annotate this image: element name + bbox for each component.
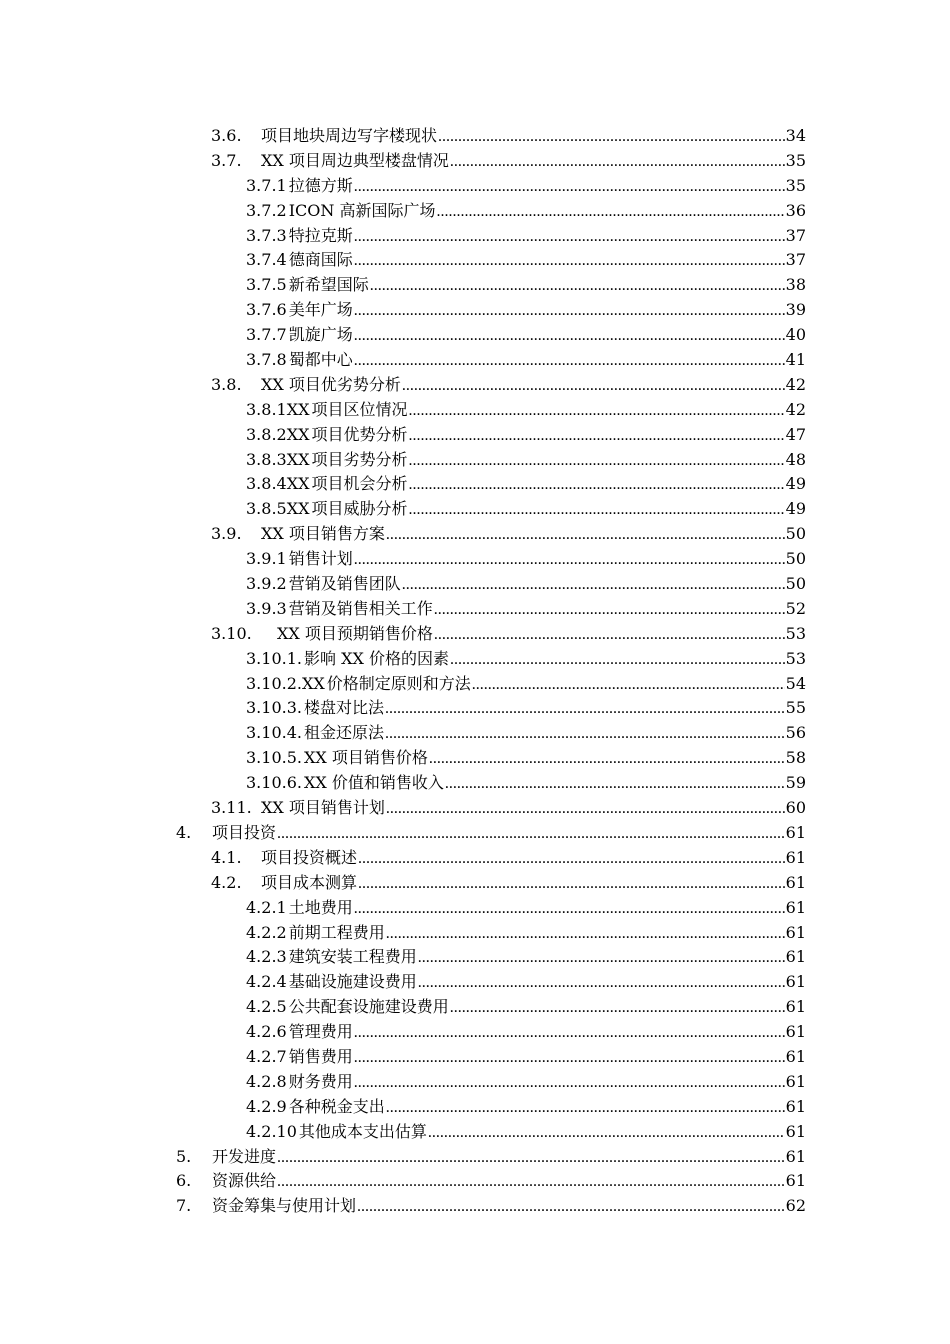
toc-dot-leader <box>445 772 785 796</box>
toc-entry[interactable] <box>0 871 950 896</box>
toc-entry-title: ICON 高新国际广场 <box>288 200 436 220</box>
toc-entry-number: 3.10.3. <box>246 698 302 718</box>
toc-entry[interactable] <box>0 821 950 846</box>
toc-entry-page-number: 61 <box>785 997 806 1017</box>
toc-entry-line <box>246 273 806 298</box>
toc-entry-line <box>246 696 806 721</box>
toc-entry-number: 3.8.1XX <box>246 399 310 419</box>
toc-entry-page-number: 38 <box>785 275 806 295</box>
toc-entry[interactable] <box>0 995 950 1020</box>
toc-entry-title: 资金筹集与使用计划 <box>212 1196 357 1216</box>
toc-dot-leader <box>354 548 785 572</box>
toc-entry-number: 4.1. <box>211 847 242 867</box>
toc-entry-line <box>246 472 806 497</box>
toc-entry-line <box>246 597 806 622</box>
toc-entry-title: 建筑安装工程费用 <box>288 947 417 967</box>
toc-entry-line <box>246 547 806 572</box>
toc-entry-title: 项目劣势分析 <box>311 449 408 469</box>
toc-entry-number: 3.10.2.XX <box>246 673 325 693</box>
toc-entry-number: 4.2.10 <box>246 1121 297 1141</box>
toc-entry-title: 管理费用 <box>288 1022 353 1042</box>
toc-dot-leader <box>402 573 785 597</box>
toc-entry[interactable] <box>0 1070 950 1095</box>
toc-entry-title: 土地费用 <box>288 897 353 917</box>
toc-entry-title: 租金还原法 <box>303 723 384 743</box>
toc-entry-line <box>246 970 806 995</box>
toc-entry-page-number: 35 <box>785 150 806 170</box>
toc-entry-number: 3.7. <box>211 150 242 170</box>
toc-entry-line <box>176 821 806 846</box>
toc-dot-leader <box>357 1195 785 1219</box>
toc-entry-number: 7. <box>176 1196 192 1216</box>
toc-entry-number: 3.10.4. <box>246 723 302 743</box>
toc-dot-leader <box>409 424 785 448</box>
toc-entry[interactable] <box>0 721 950 746</box>
toc-entry-line <box>176 1194 806 1219</box>
toc-entry[interactable] <box>0 199 950 224</box>
toc-entry-title: XX 项目周边典型楼盘情况 <box>261 150 449 170</box>
toc-dot-leader <box>434 623 785 647</box>
toc-entry-title: 项目优势分析 <box>311 424 408 444</box>
toc-entry[interactable] <box>0 224 950 249</box>
toc-entry-title: 资源供给 <box>212 1171 277 1191</box>
toc-entry[interactable] <box>0 472 950 497</box>
toc-entry-title: 新希望国际 <box>288 275 369 295</box>
toc-dot-leader <box>450 648 785 672</box>
toc-entry-page-number: 49 <box>785 499 806 519</box>
toc-entry-title: 蜀都中心 <box>288 350 353 370</box>
toc-dot-leader <box>438 125 785 149</box>
toc-entry-number: 3.10. <box>211 623 252 643</box>
toc-entry-page-number: 61 <box>785 1046 806 1066</box>
toc-entry-number: 3.7.5 <box>246 275 287 295</box>
toc-entry[interactable] <box>0 647 950 672</box>
toc-entry-page-number: 62 <box>785 1196 806 1216</box>
toc-entry-page-number: 41 <box>785 350 806 370</box>
toc-entry-title: 各种税金支出 <box>288 1096 385 1116</box>
toc-entry-title: 前期工程费用 <box>288 922 385 942</box>
toc-entry-line <box>246 771 806 796</box>
toc-entry-page-number: 59 <box>785 773 806 793</box>
toc-entry-title: XX 项目销售价格 <box>303 748 428 768</box>
toc-entry[interactable] <box>0 796 950 821</box>
toc-entry-title: 项目投资 <box>212 822 277 842</box>
toc-entry-number: 4.2.8 <box>246 1071 287 1091</box>
toc-dot-leader <box>354 175 785 199</box>
toc-entry-page-number: 61 <box>785 1096 806 1116</box>
toc-dot-leader <box>386 922 785 946</box>
toc-entry-page-number: 61 <box>785 972 806 992</box>
toc-entry-line <box>246 1020 806 1045</box>
toc-entry-page-number: 61 <box>785 1171 806 1191</box>
toc-entry-line <box>246 224 806 249</box>
toc-entry-title: XX 项目优劣势分析 <box>261 374 401 394</box>
toc-entry-number: 3.7.4 <box>246 250 287 270</box>
toc-entry-page-number: 61 <box>785 947 806 967</box>
toc-entry-number: 3.7.7 <box>246 325 287 345</box>
toc-entry-number: 3.6. <box>211 126 242 145</box>
toc-entry-page-number: 37 <box>785 250 806 270</box>
toc-entry[interactable] <box>0 1020 950 1045</box>
toc-entry-number: 3.7.1 <box>246 175 287 195</box>
toc-entry[interactable] <box>0 323 950 348</box>
toc-dot-leader <box>354 1046 785 1070</box>
toc-entry-number: 3.10.5. <box>246 748 302 768</box>
toc-entry-page-number: 50 <box>785 549 806 569</box>
toc-entry-line <box>246 921 806 946</box>
toc-dot-leader <box>386 797 785 821</box>
toc-entry-page-number: 35 <box>785 175 806 195</box>
toc-entry-page-number: 61 <box>785 822 806 842</box>
toc-entry[interactable] <box>0 970 950 995</box>
toc-entry-line <box>246 298 806 323</box>
toc-dot-leader <box>354 225 785 249</box>
toc-entry-number: 3.8.5XX <box>246 499 310 519</box>
toc-entry-title: 项目地块周边写字楼现状 <box>261 126 438 145</box>
toc-entry[interactable] <box>0 1145 950 1170</box>
toc-entry-title: 开发进度 <box>212 1146 277 1166</box>
toc-entry-number: 4.2. <box>211 872 242 892</box>
toc-dot-leader <box>385 722 785 746</box>
toc-entry-title: 其他成本支出估算 <box>298 1121 427 1141</box>
toc-entry-line <box>246 1095 806 1120</box>
toc-entry-title: 项目区位情况 <box>311 399 408 419</box>
toc-entry-line <box>211 522 806 547</box>
toc-entry-page-number: 54 <box>785 673 806 693</box>
toc-dot-leader <box>358 872 785 896</box>
toc-entry[interactable] <box>0 945 950 970</box>
toc-entry-page-number: 36 <box>785 200 806 220</box>
toc-entry-title: 楼盘对比法 <box>303 698 384 718</box>
toc-entry-number: 3.9. <box>211 524 242 544</box>
toc-dot-leader <box>429 747 785 771</box>
toc-dot-leader <box>277 1146 785 1170</box>
toc-entry-number: 3.8.2XX <box>246 424 310 444</box>
toc-entry-page-number: 48 <box>785 449 806 469</box>
toc-entry-title: 特拉克斯 <box>288 225 353 245</box>
toc-entry[interactable] <box>0 597 950 622</box>
toc-entry-line <box>211 871 806 896</box>
toc-entry-page-number: 42 <box>785 399 806 419</box>
toc-entry-page-number: 39 <box>785 300 806 320</box>
toc-entry-number: 3.9.1 <box>246 549 287 569</box>
toc-entry[interactable] <box>0 298 950 323</box>
toc-entry-line <box>211 124 806 149</box>
toc-dot-leader <box>386 1096 785 1120</box>
toc-entry-page-number: 61 <box>785 1146 806 1166</box>
toc-entry-page-number: 50 <box>785 574 806 594</box>
toc-entry-page-number: 50 <box>785 524 806 544</box>
toc-entry-line <box>246 1045 806 1070</box>
toc-entry-line <box>246 647 806 672</box>
toc-entry-title: 营销及销售团队 <box>288 574 401 594</box>
toc-dot-leader <box>402 374 785 398</box>
toc-entry-line <box>246 248 806 273</box>
toc-entry[interactable] <box>0 448 950 473</box>
toc-entry[interactable] <box>0 497 950 522</box>
toc-dot-leader <box>450 996 785 1020</box>
toc-entry[interactable] <box>0 771 950 796</box>
toc-entry-page-number: 53 <box>785 648 806 668</box>
toc-entry-title: 项目威胁分析 <box>311 499 408 519</box>
toc-dot-leader <box>277 822 785 846</box>
toc-entry-page-number: 61 <box>785 847 806 867</box>
toc-entry-line <box>176 1145 806 1170</box>
toc-entry[interactable] <box>0 572 950 597</box>
toc-entry-title: 项目机会分析 <box>311 474 408 494</box>
toc-entry-page-number: 49 <box>785 474 806 494</box>
toc-entry-number: 4.2.9 <box>246 1096 287 1116</box>
toc-entry-line <box>211 149 806 174</box>
toc-entry[interactable] <box>0 522 950 547</box>
toc-dot-leader <box>418 946 785 970</box>
toc-entry[interactable] <box>0 248 950 273</box>
toc-entry-page-number: 42 <box>785 374 806 394</box>
toc-entry[interactable] <box>0 622 950 647</box>
toc-entry-title: 基础设施建设费用 <box>288 972 417 992</box>
toc-entry-number: 3.8.4XX <box>246 474 310 494</box>
toc-dot-leader <box>370 274 785 298</box>
toc-entry-number: 4.2.7 <box>246 1046 287 1066</box>
toc-entry-title: XX 项目销售计划 <box>261 798 385 818</box>
toc-entry-page-number: 61 <box>785 922 806 942</box>
toc-entry[interactable] <box>0 896 950 921</box>
toc-dot-leader <box>437 200 785 224</box>
toc-dot-leader <box>409 399 785 423</box>
toc-entry[interactable] <box>0 1045 950 1070</box>
toc-entry-page-number: 53 <box>785 623 806 643</box>
toc-entry[interactable] <box>0 672 950 697</box>
toc-entry-line <box>246 398 806 423</box>
toc-entry-page-number: 56 <box>785 723 806 743</box>
toc-entry-number: 4.2.3 <box>246 947 287 967</box>
toc-entry-line <box>176 1169 806 1194</box>
toc-entry[interactable] <box>0 273 950 298</box>
toc-dot-leader <box>277 1170 785 1194</box>
toc-entry-line <box>246 721 806 746</box>
toc-entry-line <box>246 199 806 224</box>
toc-entry-title: XX 价值和销售收入 <box>303 773 444 793</box>
toc-entry-title: 公共配套设施建设费用 <box>288 997 449 1017</box>
toc-entry-line <box>246 896 806 921</box>
toc-entry-line <box>246 945 806 970</box>
toc-entry-title: 德商国际 <box>288 250 353 270</box>
toc-dot-leader <box>354 249 785 273</box>
toc-entry-line <box>246 672 806 697</box>
toc-entry-line <box>246 572 806 597</box>
toc-entry-page-number: 61 <box>785 1121 806 1141</box>
toc-entry-title: 影响 XX 价格的因素 <box>303 648 449 668</box>
toc-entry[interactable] <box>0 423 950 448</box>
toc-dot-leader <box>409 449 785 473</box>
toc-entry[interactable] <box>0 124 950 149</box>
toc-entry[interactable] <box>0 746 950 771</box>
toc-entry-number: 3.7.2 <box>246 200 287 220</box>
table-of-contents <box>0 124 950 1219</box>
toc-dot-leader <box>409 473 785 497</box>
toc-entry-line <box>246 995 806 1020</box>
toc-entry-page-number: 58 <box>785 748 806 768</box>
toc-entry-line <box>246 1120 806 1145</box>
toc-entry-title: XX 项目销售方案 <box>261 524 385 544</box>
toc-entry[interactable] <box>0 149 950 174</box>
toc-entry-line <box>246 174 806 199</box>
toc-entry-title: 销售费用 <box>288 1046 353 1066</box>
toc-entry-number: 4.2.5 <box>246 997 287 1017</box>
toc-entry-number: 4. <box>176 822 192 842</box>
toc-entry-page-number: 52 <box>785 598 806 618</box>
toc-entry-page-number: 61 <box>785 1071 806 1091</box>
toc-entry-page-number: 61 <box>785 897 806 917</box>
toc-dot-leader <box>386 523 785 547</box>
toc-entry-number: 3.9.3 <box>246 598 287 618</box>
toc-entry[interactable] <box>0 547 950 572</box>
toc-entry-number: 3.10.1. <box>246 648 302 668</box>
toc-dot-leader <box>418 971 785 995</box>
toc-entry-title: 凯旋广场 <box>288 325 353 345</box>
toc-dot-leader <box>450 150 785 174</box>
toc-entry-page-number: 34 <box>785 126 806 145</box>
toc-entry[interactable] <box>0 398 950 423</box>
toc-entry-title: 价格制定原则和方法 <box>326 673 471 693</box>
toc-entry-page-number: 55 <box>785 698 806 718</box>
toc-entry-title: 项目成本测算 <box>261 872 358 892</box>
toc-dot-leader <box>354 897 785 921</box>
toc-entry-number: 4.2.1 <box>246 897 287 917</box>
toc-dot-leader <box>354 324 785 348</box>
toc-entry-line <box>246 323 806 348</box>
toc-entry[interactable] <box>0 846 950 871</box>
toc-dot-leader <box>409 498 785 522</box>
toc-entry-page-number: 37 <box>785 225 806 245</box>
toc-dot-leader <box>472 673 785 697</box>
toc-entry-number: 5. <box>176 1146 192 1166</box>
toc-entry[interactable] <box>0 1095 950 1120</box>
toc-entry-number: 4.2.4 <box>246 972 287 992</box>
toc-entry[interactable] <box>0 174 950 199</box>
toc-entry-line <box>211 846 806 871</box>
toc-dot-leader <box>354 1021 785 1045</box>
toc-entry[interactable] <box>0 1120 950 1145</box>
toc-dot-leader <box>354 299 785 323</box>
toc-entry-line <box>211 622 806 647</box>
toc-entry-page-number: 61 <box>785 872 806 892</box>
toc-entry-number: 4.2.2 <box>246 922 287 942</box>
toc-entry[interactable] <box>0 921 950 946</box>
toc-entry-line <box>246 448 806 473</box>
toc-entry-number: 3.11. <box>211 798 252 818</box>
toc-entry-number: 3.8. <box>211 374 242 394</box>
toc-entry-number: 3.7.3 <box>246 225 287 245</box>
toc-entry-title: 财务费用 <box>288 1071 353 1091</box>
toc-entry-line <box>246 746 806 771</box>
toc-dot-leader <box>434 598 785 622</box>
toc-entry-number: 3.7.6 <box>246 300 287 320</box>
toc-dot-leader <box>385 697 785 721</box>
toc-entry-number: 3.7.8 <box>246 350 287 370</box>
toc-entry-title: 项目投资概述 <box>261 847 358 867</box>
toc-entry-line <box>246 348 806 373</box>
toc-entry-page-number: 61 <box>785 1022 806 1042</box>
toc-entry-line <box>246 423 806 448</box>
toc-entry-line <box>211 796 806 821</box>
toc-dot-leader <box>428 1121 785 1145</box>
toc-entry-line <box>211 373 806 398</box>
toc-entry[interactable] <box>0 696 950 721</box>
toc-entry-page-number: 60 <box>785 798 806 818</box>
toc-entry-number: 3.8.3XX <box>246 449 310 469</box>
toc-dot-leader <box>354 349 785 373</box>
toc-entry-line <box>246 497 806 522</box>
toc-entry-number: 4.2.6 <box>246 1022 287 1042</box>
toc-entry-line <box>246 1070 806 1095</box>
toc-entry-title: 美年广场 <box>288 300 353 320</box>
toc-entry-page-number: 40 <box>785 325 806 345</box>
toc-entry-number: 3.9.2 <box>246 574 287 594</box>
toc-entry-number: 6. <box>176 1171 192 1191</box>
toc-entry[interactable] <box>0 1194 950 1219</box>
toc-entry-title: 销售计划 <box>288 549 353 569</box>
toc-entry-title: 营销及销售相关工作 <box>288 598 433 618</box>
toc-entry-page-number: 47 <box>785 424 806 444</box>
toc-entry-number: 3.10.6. <box>246 773 302 793</box>
toc-dot-leader <box>354 1071 785 1095</box>
toc-entry[interactable] <box>0 373 950 398</box>
toc-entry-title: 拉德方斯 <box>288 175 353 195</box>
toc-entry[interactable] <box>0 1169 950 1194</box>
toc-entry[interactable] <box>0 348 950 373</box>
toc-dot-leader <box>358 847 785 871</box>
toc-entry-title: XX 项目预期销售价格 <box>277 623 433 643</box>
